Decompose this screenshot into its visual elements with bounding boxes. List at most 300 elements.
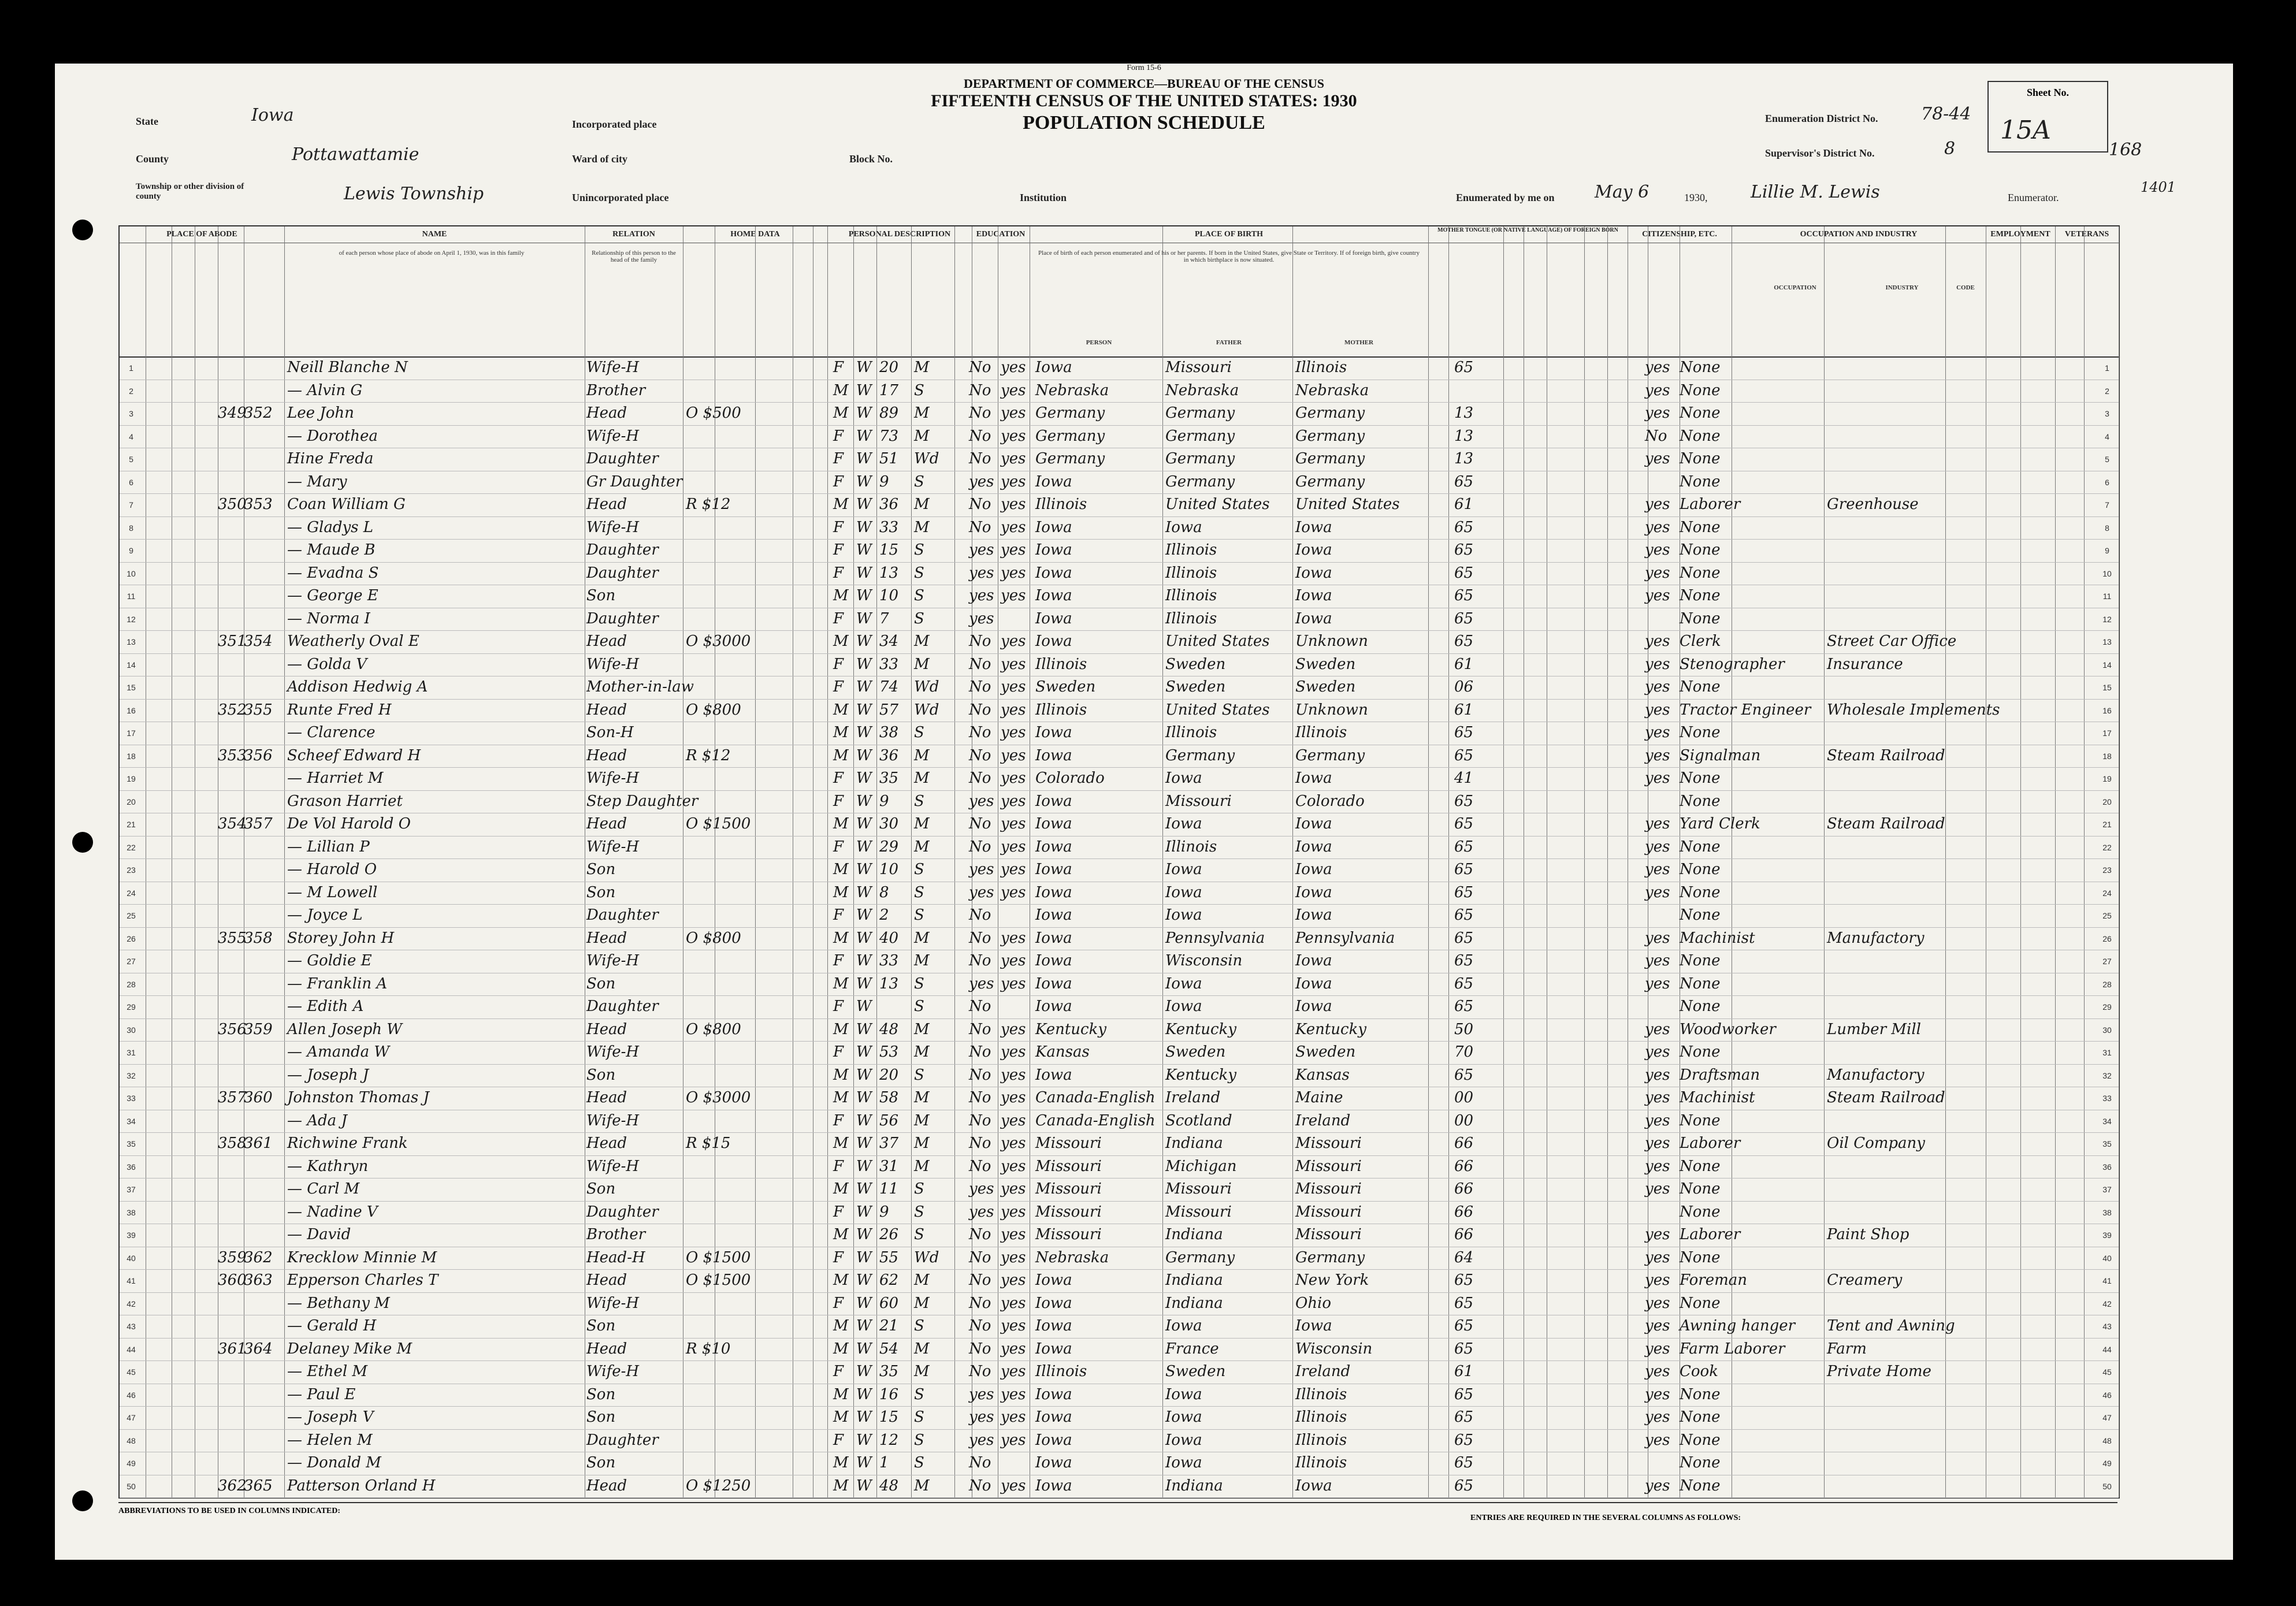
cell-ms: M [914, 427, 930, 445]
cell-age: 10 [879, 587, 899, 604]
line-number: 31 [127, 1048, 136, 1057]
cell-occ: None [1680, 473, 1721, 490]
cell-mob: Iowa [1295, 1477, 1332, 1495]
cell-home: O $3000 [686, 633, 751, 650]
cell-fob: United States [1165, 701, 1270, 719]
cell-occ: None [1680, 587, 1721, 604]
line-number: 33 [127, 1094, 136, 1103]
cell-dw: 359 [218, 1248, 247, 1266]
cell-pob: Iowa [1035, 1477, 1072, 1495]
cell-pob: Iowa [1035, 1066, 1072, 1084]
cell-ind: Greenhouse [1827, 496, 1919, 513]
cell-age: 89 [879, 404, 899, 422]
cell-rel: Head [586, 496, 627, 513]
cell-pob: Iowa [1035, 1408, 1072, 1426]
cell-fob: Germany [1165, 1248, 1235, 1266]
line-number: 33 [2102, 1094, 2112, 1103]
sd-label: Supervisor's District No. [1765, 147, 1875, 159]
table-row [120, 402, 2119, 426]
line-number: 49 [127, 1459, 136, 1468]
cell-code: 65 [1454, 1294, 1474, 1312]
table-row [120, 973, 2119, 997]
cell-code: 65 [1454, 1477, 1474, 1495]
cell-age: 7 [879, 609, 889, 627]
cell-sch: No [969, 906, 991, 924]
cell-sch: No [969, 1066, 991, 1084]
cell-rel: Head [586, 1089, 627, 1106]
cell-eng: yes [1645, 496, 1670, 513]
cell-mob: Germany [1295, 427, 1365, 445]
table-row [120, 1384, 2119, 1407]
cell-sch: No [969, 1317, 991, 1334]
line-number: 42 [127, 1299, 136, 1308]
cell-occ: None [1680, 427, 1721, 445]
cell-age: 36 [879, 746, 899, 764]
cell-rel: Son [586, 587, 616, 604]
sd-value: 8 [1944, 139, 1956, 159]
cell-age: 20 [879, 1066, 899, 1084]
cell-ms: S [914, 1226, 924, 1243]
cell-ms: M [914, 1111, 930, 1129]
cell-rel: Son [586, 1066, 616, 1084]
cell-home: O $800 [686, 1020, 741, 1038]
cell-occ: None [1680, 1248, 1721, 1266]
cell-mob: Iowa [1295, 564, 1332, 582]
table-row [120, 1018, 2119, 1042]
group-veterans: VETERANS [2055, 226, 2119, 243]
cell-read: yes [1001, 518, 1026, 536]
cell-name: Neill Blanche N [287, 359, 408, 376]
cell-ms: S [914, 1408, 924, 1426]
cell-ms: M [914, 1340, 930, 1358]
cell-race: W [856, 838, 872, 856]
cell-occ: None [1680, 1408, 1721, 1426]
cell-code: 65 [1454, 883, 1474, 901]
cell-race: W [856, 1066, 872, 1084]
cell-rel: Daughter [586, 450, 659, 467]
cell-occ: Tractor Engineer [1680, 701, 1811, 719]
mother-subhead: MOTHER [1344, 339, 1374, 346]
table-row [120, 927, 2119, 951]
cell-code: 65 [1454, 633, 1474, 650]
cell-name: Runte Fred H [287, 701, 392, 719]
cell-age: 54 [879, 1340, 899, 1358]
line-number: 10 [127, 568, 136, 578]
cell-name: — Dorothea [287, 427, 378, 445]
cell-mob: Kansas [1295, 1066, 1350, 1084]
cell-name: — Harriet M [287, 769, 384, 787]
cell-ms: Wd [914, 450, 939, 467]
cell-code: 65 [1454, 815, 1474, 832]
line-number: 18 [127, 751, 136, 761]
cell-code: 13 [1454, 427, 1474, 445]
table-row [120, 1224, 2119, 1247]
cell-sch: No [969, 1020, 991, 1038]
line-number: 3 [129, 409, 133, 418]
census-sheet [55, 64, 2233, 1560]
cell-age: 9 [879, 1203, 889, 1221]
cell-eng: yes [1645, 724, 1670, 741]
cell-rel: Wife-H [586, 1111, 640, 1129]
cell-sex: M [833, 1066, 849, 1084]
cell-read: yes [1001, 633, 1026, 650]
cell-ind: Street Car Office [1827, 633, 1957, 650]
cell-sex: F [833, 1157, 844, 1175]
cell-eng: yes [1645, 678, 1670, 696]
cell-race: W [856, 609, 872, 627]
table-row [120, 585, 2119, 608]
line-number: 29 [2102, 1002, 2112, 1012]
block-label: Block No. [849, 153, 893, 165]
cell-code: 66 [1454, 1203, 1474, 1221]
cell-sex: F [833, 1043, 844, 1061]
cell-read: yes [1001, 404, 1026, 422]
cell-age: 16 [879, 1385, 899, 1403]
line-number: 11 [127, 592, 136, 601]
line-number: 43 [2102, 1322, 2112, 1331]
line-number: 46 [127, 1390, 136, 1400]
cell-race: W [856, 496, 872, 513]
line-number: 49 [2102, 1459, 2112, 1468]
table-row [120, 1087, 2119, 1110]
cell-rel: Wife-H [586, 1157, 640, 1175]
cell-ms: Wd [914, 701, 939, 719]
cell-rel: Head [586, 1020, 627, 1038]
cell-fob: Indiana [1165, 1294, 1223, 1312]
cell-ind: Lumber Mill [1827, 1020, 1921, 1038]
cell-rel: Son [586, 1408, 616, 1426]
cell-fam: 358 [244, 929, 273, 947]
line-number: 27 [127, 957, 136, 966]
cell-code: 06 [1454, 678, 1474, 696]
cell-mob: Iowa [1295, 906, 1332, 924]
cell-pob: Iowa [1035, 975, 1072, 992]
line-number: 46 [2102, 1390, 2112, 1400]
cell-fob: Germany [1165, 404, 1235, 422]
cell-pob: Sweden [1035, 678, 1096, 696]
cell-age: 40 [879, 929, 899, 947]
cell-sch: yes [969, 473, 994, 490]
cell-read: yes [1001, 1020, 1026, 1038]
cell-fam: 360 [244, 1089, 273, 1106]
cell-ms: S [914, 1385, 924, 1403]
cell-age: 37 [879, 1135, 899, 1152]
line-number: 39 [127, 1230, 136, 1240]
cell-age: 55 [879, 1248, 899, 1266]
form-number: Form 15-6 [1127, 64, 1161, 72]
cell-eng: yes [1645, 1157, 1670, 1175]
cell-fob: Indiana [1165, 1226, 1223, 1243]
code-subhead: CODE [1956, 284, 1975, 291]
cell-sch: No [969, 1477, 991, 1495]
cell-mob: Iowa [1295, 838, 1332, 856]
cell-age: 9 [879, 473, 889, 490]
cell-ind: Manufactory [1827, 929, 1925, 947]
cell-mob: United States [1295, 496, 1400, 513]
cell-race: W [856, 1340, 872, 1358]
cell-name: Johnston Thomas J [287, 1089, 429, 1106]
cell-sex: M [833, 1089, 849, 1106]
cell-pob: Iowa [1035, 633, 1072, 650]
cell-read: yes [1001, 1340, 1026, 1358]
cell-race: W [856, 1135, 872, 1152]
cell-sch: yes [969, 1385, 994, 1403]
cell-race: W [856, 975, 872, 992]
cell-read: yes [1001, 1089, 1026, 1106]
table-row [120, 1064, 2119, 1088]
cell-eng: yes [1645, 381, 1670, 399]
line-number: 6 [2105, 477, 2109, 487]
cell-fob: Missouri [1165, 792, 1232, 810]
cell-fob: Illinois [1165, 587, 1217, 604]
cell-name: — Helen M [287, 1431, 373, 1449]
cell-eng: yes [1645, 1089, 1670, 1106]
line-number: 35 [2102, 1139, 2112, 1148]
cell-code: 65 [1454, 541, 1474, 559]
group-relation: RELATION [585, 226, 683, 243]
cell-name: — Norma I [287, 609, 370, 627]
cell-occ: None [1680, 1180, 1721, 1198]
cell-pob: Iowa [1035, 952, 1072, 969]
group-place-of-birth: PLACE OF BIRTH [1030, 226, 1428, 243]
cell-code: 65 [1454, 952, 1474, 969]
line-number: 28 [127, 979, 136, 989]
cell-name: Delaney Mike M [287, 1340, 413, 1358]
cell-occ: None [1680, 1385, 1721, 1403]
cell-pob: Nebraska [1035, 381, 1109, 399]
line-number: 37 [2102, 1185, 2112, 1194]
cell-sex: M [833, 1477, 849, 1495]
line-number: 22 [127, 842, 136, 852]
cell-sex: M [833, 975, 849, 992]
cell-sex: F [833, 769, 844, 787]
cell-name: — David [287, 1226, 351, 1243]
cell-age: 48 [879, 1020, 899, 1038]
cell-rel: Son-H [586, 724, 634, 741]
cell-pob: Missouri [1035, 1180, 1102, 1198]
group-name: NAME [284, 226, 585, 243]
cell-sex: M [833, 1020, 849, 1038]
cell-eng: yes [1645, 1066, 1670, 1084]
cell-home: O $3000 [686, 1089, 751, 1106]
cell-fob: Iowa [1165, 1317, 1202, 1334]
cell-race: W [856, 883, 872, 901]
cell-occ: None [1680, 769, 1721, 787]
cell-ms: M [914, 518, 930, 536]
sheet-number-box [1987, 81, 2108, 153]
cell-code: 65 [1454, 564, 1474, 582]
cell-rel: Daughter [586, 906, 659, 924]
line-number: 20 [127, 797, 136, 806]
cell-eng: yes [1645, 883, 1670, 901]
cell-sex: M [833, 381, 849, 399]
cell-ind: Insurance [1827, 655, 1903, 673]
cell-rel: Son [586, 1317, 616, 1334]
cell-ms: M [914, 838, 930, 856]
cell-mob: Kentucky [1295, 1020, 1367, 1038]
cell-read: yes [1001, 1135, 1026, 1152]
cell-eng: yes [1645, 1363, 1670, 1380]
group-citizenship: CITIZENSHIP, ETC. [1628, 226, 1732, 243]
cell-mob: Iowa [1295, 609, 1332, 627]
cell-sex: F [833, 792, 844, 810]
cell-race: W [856, 1248, 872, 1266]
cell-read: yes [1001, 975, 1026, 992]
cell-eng: yes [1645, 564, 1670, 582]
cell-mob: Missouri [1295, 1203, 1362, 1221]
cell-pob: Illinois [1035, 1363, 1087, 1380]
cell-pob: Iowa [1035, 883, 1072, 901]
cell-occ: Stenographer [1680, 655, 1785, 673]
cell-fob: Iowa [1165, 883, 1202, 901]
cell-fam: 357 [244, 815, 273, 832]
cell-fob: Pennsylvania [1165, 929, 1265, 947]
group-mother-tongue: MOTHER TONGUE (OR NATIVE LANGUAGE) OF FOREIGN BORN [1428, 226, 1628, 243]
cell-rel: Son [586, 975, 616, 992]
line-number: 41 [2102, 1276, 2112, 1285]
cell-code: 65 [1454, 473, 1474, 490]
cell-name: De Vol Harold O [287, 815, 411, 832]
cell-occ: None [1680, 1431, 1721, 1449]
cell-fob: United States [1165, 496, 1270, 513]
line-number: 50 [127, 1481, 136, 1491]
cell-sex: M [833, 861, 849, 878]
cell-rel: Daughter [586, 1203, 659, 1221]
cell-pob: Iowa [1035, 1340, 1072, 1358]
cell-rel: Head [586, 815, 627, 832]
cell-pob: Illinois [1035, 655, 1087, 673]
cell-rel: Head-H [586, 1248, 645, 1266]
cell-fob: Iowa [1165, 1408, 1202, 1426]
cell-eng: yes [1645, 1431, 1670, 1449]
cell-code: 65 [1454, 587, 1474, 604]
cell-home: O $800 [686, 701, 741, 719]
line-number: 19 [2102, 774, 2112, 783]
cell-home: R $10 [686, 1340, 731, 1358]
cell-mob: Germany [1295, 450, 1365, 467]
line-number: 5 [2105, 455, 2109, 464]
cell-read: yes [1001, 724, 1026, 741]
line-number: 42 [2102, 1299, 2112, 1308]
cell-age: 48 [879, 1477, 899, 1495]
cell-name: — Gerald H [287, 1317, 377, 1334]
cell-occ: Cook [1680, 1363, 1718, 1380]
cell-occ: Awning hanger [1680, 1317, 1796, 1334]
cell-read: yes [1001, 701, 1026, 719]
cell-race: W [856, 518, 872, 536]
cell-fob: Iowa [1165, 998, 1202, 1015]
table-row [120, 1178, 2119, 1202]
cell-sch: No [969, 724, 991, 741]
cell-name: Patterson Orland H [287, 1477, 436, 1495]
table-row [120, 608, 2119, 631]
cell-ms: M [914, 1294, 930, 1312]
cell-race: W [856, 1111, 872, 1129]
cell-code: 61 [1454, 1363, 1474, 1380]
cell-mob: Iowa [1295, 541, 1332, 559]
cell-sch: No [969, 1157, 991, 1175]
cell-rel: Wife-H [586, 1363, 640, 1380]
cell-rel: Daughter [586, 541, 659, 559]
cell-age: 20 [879, 359, 899, 376]
cell-fob: Missouri [1165, 359, 1232, 376]
cell-race: W [856, 1020, 872, 1038]
enumerator-label: Enumerator. [2008, 192, 2059, 203]
cell-mob: Iowa [1295, 883, 1332, 901]
cell-ms: S [914, 541, 924, 559]
cell-age: 58 [879, 1089, 899, 1106]
cell-race: W [856, 815, 872, 832]
cell-read: yes [1001, 564, 1026, 582]
cell-age: 56 [879, 1111, 899, 1129]
line-number: 16 [2102, 705, 2112, 715]
cell-sch: No [969, 952, 991, 969]
cell-sch: No [969, 496, 991, 513]
cell-race: W [856, 587, 872, 604]
cell-age: 2 [879, 906, 889, 924]
cell-ind: Steam Railroad [1827, 1089, 1945, 1106]
cell-fob: Missouri [1165, 1203, 1232, 1221]
cell-fob: Germany [1165, 746, 1235, 764]
cell-eng: yes [1645, 633, 1670, 650]
cell-eng: yes [1645, 815, 1670, 832]
cell-ms: M [914, 1272, 930, 1289]
cell-sex: M [833, 701, 849, 719]
cell-sex: M [833, 1385, 849, 1403]
cell-sch: No [969, 769, 991, 787]
enumerator-name: Lillie M. Lewis [1751, 182, 1880, 202]
cell-race: W [856, 1317, 872, 1334]
line-number: 48 [127, 1436, 136, 1445]
cell-occ: Machinist [1680, 929, 1755, 947]
binder-hole [72, 1490, 93, 1511]
cell-occ: None [1680, 1157, 1721, 1175]
cell-dw: 362 [218, 1477, 247, 1495]
person-subhead: PERSON [1086, 339, 1112, 346]
table-row [120, 813, 2119, 837]
cell-sex: F [833, 1431, 844, 1449]
cell-mob: Illinois [1295, 1408, 1347, 1426]
cell-name: — Kathryn [287, 1157, 369, 1175]
cell-eng: yes [1645, 518, 1670, 536]
cell-occ: Laborer [1680, 1135, 1741, 1152]
cell-ms: M [914, 952, 930, 969]
line-number: 36 [2102, 1162, 2112, 1172]
county-value: Pottawattamie [292, 144, 419, 165]
cell-code: 65 [1454, 1408, 1474, 1426]
cell-race: W [856, 1385, 872, 1403]
cell-read: yes [1001, 1431, 1026, 1449]
cell-sch: No [969, 655, 991, 673]
cell-ind: Private Home [1827, 1363, 1931, 1380]
cell-ind: Manufactory [1827, 1066, 1925, 1084]
line-number: 47 [127, 1413, 136, 1422]
line-number: 12 [2102, 614, 2112, 624]
line-number: 21 [127, 820, 136, 829]
cell-sch: No [969, 1294, 991, 1312]
cell-sex: F [833, 998, 844, 1015]
cell-occ: None [1680, 404, 1721, 422]
cell-sex: F [833, 952, 844, 969]
cell-name: Addison Hedwig A [287, 678, 428, 696]
cell-rel: Head [586, 404, 627, 422]
cell-fob: Indiana [1165, 1477, 1223, 1495]
group-education: EDUCATION [972, 226, 1030, 243]
cell-read: yes [1001, 496, 1026, 513]
cell-mob: Iowa [1295, 518, 1332, 536]
cell-ind: Creamery [1827, 1272, 1903, 1289]
cell-race: W [856, 541, 872, 559]
